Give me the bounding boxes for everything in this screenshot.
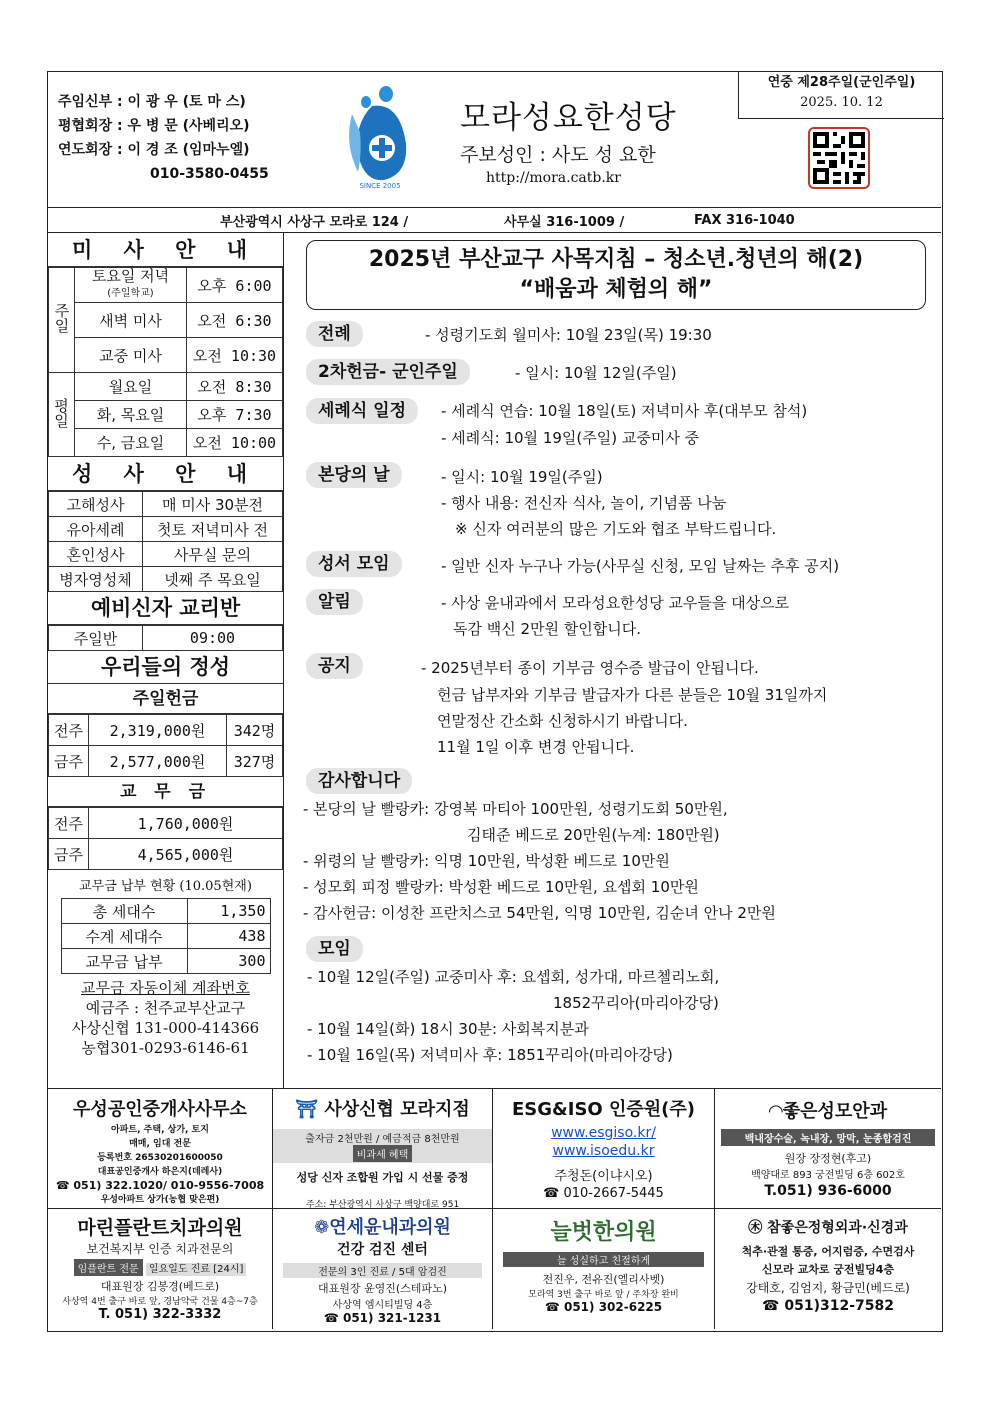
dues-status-table	[61, 898, 271, 974]
ad-line: 백양대로 893 궁전빌딩 6층 602호	[751, 1170, 905, 1181]
thanks-line-5: - 감사헌금: 이성찬 프란치스코 54만원, 익명 10만원, 김순녀 안나 2만원	[303, 904, 776, 922]
office-phone: 사무실 316-1009 /	[504, 214, 625, 230]
banner-line-1: 2025년 부산교구 사목지침 – 청소년.청년의 해(2)	[368, 247, 864, 272]
meeting-line-4: - 10월 16일(목) 저녁미사 후: 1851꾸리아(마리아강당)	[307, 1046, 673, 1064]
ad-phone: T. 051) 322-3332	[98, 1307, 222, 1322]
league-president-phone: 010-3580-0455	[150, 166, 269, 182]
catechumen-title: 예비신자 교리반	[48, 592, 283, 625]
edition-box	[738, 71, 944, 119]
info-line-2: 독감 백신 2만원 할인합니다.	[453, 620, 642, 638]
mass-row-name: 교중 미사	[75, 338, 187, 373]
thanks-line-1: - 본당의 날 빨랑카: 강영복 마티아 100만원, 성령기도회 50만원,	[303, 800, 728, 818]
pastoral-banner	[306, 240, 926, 310]
dues-label: 금주	[49, 839, 89, 870]
ad-link[interactable]: www.isoedu.kr	[552, 1143, 655, 1159]
offering-count: 327명	[227, 746, 283, 777]
notice-line-1: - 2025년부터 종이 기부금 영수증 발급이 안됩니다.	[421, 659, 759, 677]
ad-realty	[48, 1089, 273, 1209]
ad-line: 대표공인중개사 하은지(데레사)	[97, 1167, 223, 1177]
mass-row-name: 화, 목요일	[75, 401, 187, 429]
baptism-line-2: - 세례식: 10월 19일(주일) 교중미사 중	[441, 429, 700, 447]
sacrament-value: 사무실 문의	[143, 542, 283, 567]
liturgy-label: 전례	[306, 321, 363, 347]
church-url[interactable]: http://mora.catb.kr	[486, 170, 621, 186]
status-label: 총 세대수	[61, 899, 187, 924]
liturgy-text: - 성령기도회 월미사: 10월 23일(목) 19:30	[425, 326, 712, 344]
clinic-logo-icon: ❁	[314, 1217, 330, 1238]
catechumen-label: 주일반	[49, 626, 143, 651]
dues-table	[48, 807, 283, 870]
second-collection-text: - 일시: 10월 12일(주일)	[515, 364, 677, 382]
ad-title: ㊍ 참좋은정형외과·신경과	[748, 1220, 908, 1236]
meeting-line-3: - 10월 14일(화) 18시 30분: 사회복지분과	[307, 1020, 589, 1038]
mass-row-time: 오전 10:00	[187, 429, 283, 457]
notice-line-2: 헌금 납부자와 기부금 발급자가 다른 분들은 10월 31일까지	[437, 686, 828, 704]
address-text: 부산광역시 사상구 모라로 124 /	[220, 214, 409, 230]
mass-title: 미 사 안 내	[48, 233, 283, 267]
ad-line: 주청돈(이냐시오)	[554, 1169, 653, 1184]
ad-title: ◠좋은성모안과	[768, 1101, 888, 1122]
baptism-line-1: - 세례식 연습: 10월 18일(토) 저녁미사 후(대부모 참석)	[441, 402, 808, 420]
account-holder: 예금주 : 천주교부산교구	[85, 999, 246, 1017]
bible-study-label: 성서 모임	[306, 551, 402, 577]
baptism-label: 세례식 일정	[306, 398, 418, 424]
mass-row-name: 새벽 미사	[75, 303, 187, 338]
church-logo	[344, 84, 416, 192]
dues-status-title: 교무금 납부 현황 (10.05현재)	[79, 879, 252, 894]
ad-line: 전진우, 전유진(엘리사벳)	[542, 1273, 665, 1286]
meeting-line-2: 1852꾸리아(마리아강당)	[553, 994, 719, 1012]
sunday-offering-title: 주일헌금	[48, 684, 283, 714]
ad-line: 백내장수술, 녹내장, 망막, 눈종합검진	[721, 1129, 935, 1146]
ad-line: 사상역 4번 출구 바로 앞, 경남약국 건물 4층~7층	[62, 1297, 258, 1307]
ad-phone: ☎ 051)312-7582	[762, 1298, 894, 1314]
ad-line: 사상역 엠시티빌딩 4층	[332, 1300, 433, 1311]
status-label: 교무금 납부	[61, 949, 187, 974]
mass-row-time: 오전 6:30	[187, 303, 283, 338]
mass-row-name: 수, 금요일	[75, 429, 187, 457]
ad-oriental-clinic	[493, 1209, 715, 1329]
ad-line: 모라역 3번 출구 바로 앞 / 주차장 완비	[528, 1290, 679, 1300]
catechumen-table	[48, 625, 283, 651]
ad-title: 늘벗한의원	[550, 1219, 657, 1245]
ad-line: 늘 성실하고 친절하게	[503, 1252, 704, 1267]
left-column	[48, 233, 284, 1088]
thanks-line-4: - 성모회 피정 빨랑카: 박성환 베드로 10만원, 요셉회 10만원	[303, 878, 699, 896]
ad-phone: ☎ 051) 321-1231	[323, 1311, 442, 1325]
account-info	[48, 978, 283, 1058]
ad-line: 주소: 부산광역시 사상구 백양대로 951	[305, 1200, 460, 1209]
mass-row-time: 오후 7:30	[187, 401, 283, 429]
status-value: 300	[187, 949, 270, 974]
mass-row-name: 월요일	[75, 373, 187, 401]
dues-amount: 4,565,000원	[89, 839, 283, 870]
ad-line: 등록번호 26530201600050	[97, 1153, 223, 1163]
notice-line-3: 연말정산 간소화 신청하시기 바랍니다.	[437, 712, 688, 730]
status-value: 1,350	[187, 899, 270, 924]
league-president-line: 연도회장 : 이 경 조 (임마누엘)	[58, 142, 250, 158]
offering-count: 342명	[227, 715, 283, 746]
sacrament-title: 성 사 안 내	[48, 457, 283, 491]
fax-number: FAX 316-1040	[694, 212, 795, 228]
bible-study-text: - 일반 신자 누구나 가능(사무실 신청, 모임 날짜는 추후 공지)	[441, 557, 840, 575]
sacrament-table	[48, 491, 283, 592]
address-bar	[48, 207, 941, 233]
offering-amount: 2,577,000원	[89, 746, 227, 777]
qr-code[interactable]	[808, 127, 870, 189]
mass-row-time: 오전 8:30	[187, 373, 283, 401]
ad-line: 신모라 교차로 궁전빌딩4층	[761, 1263, 895, 1276]
ad-line: 출자금 2천만원 / 예금적금 8천만원 비과세 혜택	[273, 1129, 492, 1163]
credit-union-icon: ⛩	[295, 1099, 319, 1120]
ad-line: 우성아파트 상가(농협 맞은편)	[100, 1195, 220, 1205]
catechumen-time: 09:00	[143, 626, 283, 651]
ad-title: 우성공인중개사사무소	[73, 1099, 247, 1120]
ad-credit-union	[273, 1089, 493, 1209]
church-name: 모라성요한성당	[460, 100, 677, 136]
ad-line: 성당 신자 조합원 가입 시 선물 증정	[296, 1171, 469, 1184]
notice-line-4: 11월 1일 이후 변경 안됩니다.	[437, 738, 635, 756]
ad-orthopedic	[715, 1209, 941, 1329]
ad-line: 척추·관절 통증, 어지럼증, 수면검사	[741, 1245, 915, 1258]
sunday-label: 주일	[49, 268, 75, 373]
sacrament-name: 병자영성체	[49, 567, 143, 592]
sacrament-value: 매 미사 30분전	[143, 492, 283, 517]
dues-title: 교 무 금	[48, 777, 283, 807]
staff-info	[58, 90, 269, 186]
ad-line: 대표원장 김봉경(베드로)	[100, 1280, 220, 1293]
meeting-label: 모임	[306, 936, 363, 962]
ads-section	[48, 1088, 941, 1330]
edition-date: 2025. 10. 12	[800, 95, 883, 110]
ad-dental	[48, 1209, 273, 1329]
orthopedic-logo-icon: ㊍	[748, 1220, 763, 1236]
notice-label: 공지	[306, 653, 363, 679]
ad-line: 건강 검진 센터	[337, 1242, 428, 1258]
dues-label: 전주	[49, 808, 89, 839]
offering-amount: 2,319,000원	[89, 715, 227, 746]
ad-phone: ☎ 051) 322.1020/ 010-9556-7008	[55, 1179, 265, 1192]
mass-table	[48, 267, 283, 457]
parish-day-line-1: - 일시: 10월 19일(주일)	[441, 468, 603, 486]
ad-line: 매매, 임대 전문	[129, 1139, 191, 1149]
second-collection-label: 2차헌금- 군인주일	[306, 359, 470, 385]
mass-row-name: 토요일 저녁 (주일학교)	[75, 268, 187, 303]
account-title: 교무금 자동이체 계좌번호	[81, 979, 250, 997]
parish-day-line-2: - 행사 내용: 전신자 식사, 놀이, 기념품 나눔	[441, 494, 727, 512]
ad-esg-iso	[493, 1089, 715, 1209]
account-number-2: 농협301-0293-6146-61	[81, 1039, 250, 1057]
sacrament-name: 혼인성사	[49, 542, 143, 567]
ad-line: 임플란트 전문 일요일도 진료 [24시]	[48, 1259, 272, 1276]
sacrament-value: 넷째 주 목요일	[143, 567, 283, 592]
parish-day-line-3: ※ 신자 여러분의 많은 기도와 협조 부탁드립니다.	[455, 520, 777, 538]
ad-link[interactable]: www.esgiso.kr/	[551, 1125, 656, 1141]
ad-phone: ☎ 051) 302-6225	[544, 1300, 663, 1314]
patron-saint: 주보성인 : 사도 성 요한	[460, 144, 656, 166]
parish-day-label: 본당의 날	[306, 462, 402, 488]
offering-label: 전주	[49, 715, 89, 746]
mass-row-time: 오전 10:30	[187, 338, 283, 373]
ad-line: 대표원장 윤영진(스테파노)	[318, 1282, 447, 1295]
ad-line: 원장 장정현(후고)	[784, 1152, 872, 1165]
offerings-title: 우리들의 정성	[48, 651, 283, 684]
account-number-1: 사상신협 131-000-414366	[71, 1019, 260, 1037]
thanks-line-3: - 위령의 날 빨랑카: 익명 10만원, 박성환 베드로 10만원	[303, 852, 670, 870]
ad-line: 전문의 3인 진료 / 5대 암검진	[283, 1263, 482, 1278]
banner-line-2: “배움과 체험의 해”	[519, 277, 713, 302]
ad-line: 아파트, 주택, 상가, 토지	[111, 1125, 209, 1135]
bulletin-page	[47, 71, 943, 1332]
ad-phone: ☎ 010-2667-5445	[543, 1186, 664, 1201]
edition-title: 연중 제28주일(군인주일)	[767, 75, 916, 90]
ad-title: 마린플란트치과의원	[77, 1217, 243, 1239]
dues-amount: 1,760,000원	[89, 808, 283, 839]
ad-title: ⛩ 사상신협 모라지점	[295, 1099, 470, 1120]
sacrament-value: 첫토 저녁미사 전	[143, 517, 283, 542]
info-line-1: - 사상 윤내과에서 모라성요한성당 교우들을 대상으로	[441, 594, 790, 612]
offering-label: 금주	[49, 746, 89, 777]
ad-phone: T.051) 936-6000	[764, 1183, 892, 1199]
eye-logo-icon: ◠	[768, 1101, 783, 1122]
sacrament-name: 고해성사	[49, 492, 143, 517]
mass-row-time: 오후 6:00	[187, 268, 283, 303]
thanks-label: 감사합니다	[306, 768, 412, 794]
weekday-label: 평일	[49, 373, 75, 457]
ad-title: ❁연세윤내과의원	[314, 1217, 451, 1238]
ad-line: 강태호, 김엄지, 황금민(베드로)	[746, 1281, 910, 1295]
logo-since-text: SINCE 2005	[359, 182, 401, 190]
right-column	[285, 233, 941, 1088]
ad-internal-medicine	[273, 1209, 493, 1329]
status-value: 438	[187, 924, 270, 949]
sunday-offering-table	[48, 714, 283, 777]
sacrament-name: 유아세례	[49, 517, 143, 542]
status-label: 수계 세대수	[61, 924, 187, 949]
info-label: 알림	[306, 589, 363, 615]
meeting-line-1: - 10월 12일(주일) 교중미사 후: 요셉회, 성가대, 마르첼리노회,	[307, 968, 720, 986]
ad-eye-clinic	[715, 1089, 941, 1209]
ad-line: 보건복지부 인증 치과전문의	[86, 1242, 234, 1256]
thanks-line-2: 김태준 베드로 20만원(누계: 180만원)	[467, 826, 720, 844]
ad-title: ESG&ISO 인증원(주)	[512, 1099, 695, 1120]
pastor-line: 주임신부 : 이 광 우 (토 마 스)	[58, 94, 246, 110]
council-president-line: 평협회장 : 우 병 문 (사베리오)	[58, 118, 250, 134]
